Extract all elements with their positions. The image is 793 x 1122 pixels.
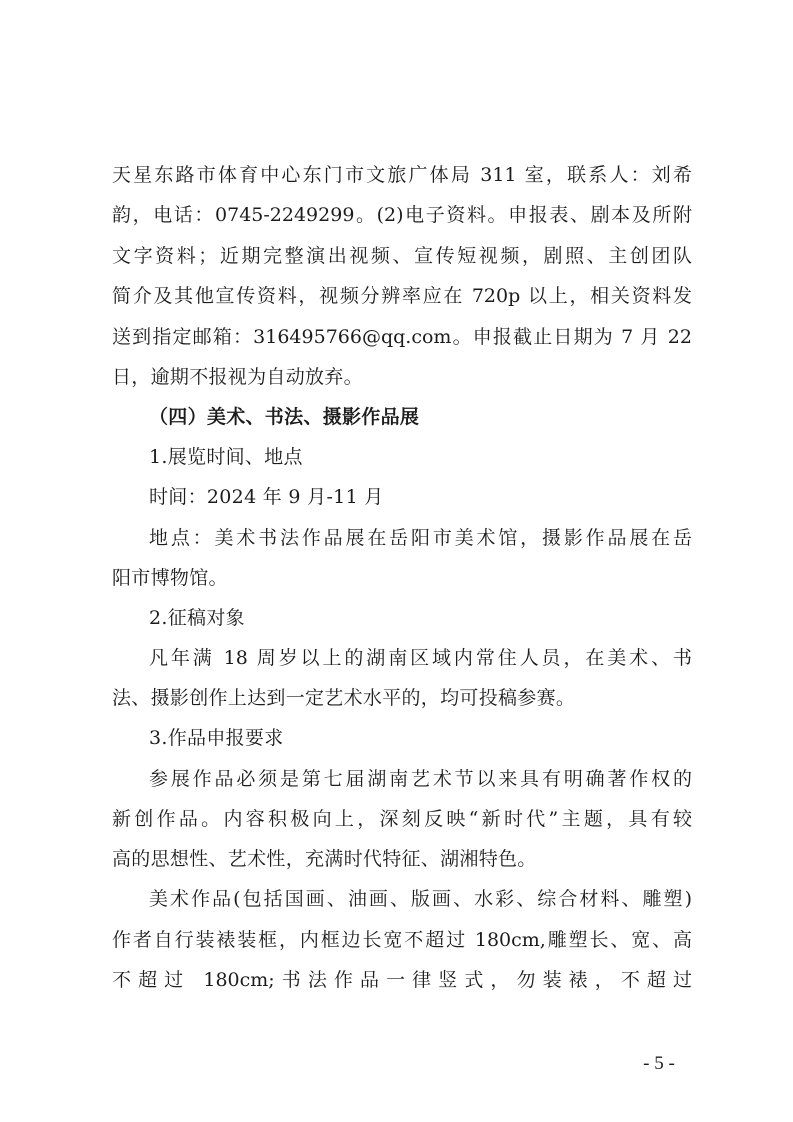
page-number: - 5 -	[643, 1053, 675, 1074]
body-text-line: 不超过 180cm;书法作品一律竖式，勿装裱，不超过	[112, 969, 692, 991]
body-text-line: 地点：美术书法作品展在岳阳市美术馆，摄影作品展在岳	[149, 527, 692, 549]
body-text-line: 凡年满 18 周岁以上的湖南区域内常住人员，在美术、书	[149, 647, 692, 669]
body-text-line: 韵，电话：0745-2249299。(2)电子资料。申报表、剧本及所附	[112, 204, 692, 226]
body-text-line: 阳市博物馆。	[112, 567, 228, 589]
body-text-line: 时间：2024 年 9 月-11 月	[149, 486, 384, 508]
body-text-line: 法、摄影创作上达到一定艺术水平的，均可投稿参赛。	[112, 687, 576, 709]
body-text-line: 日，逾期不报视为自动放弃。	[112, 366, 363, 388]
subsection-heading: 3.作品申报要求	[149, 727, 284, 749]
body-text-line: 文字资料；近期完整演出视频、宣传短视频，剧照、主创团队	[112, 245, 692, 267]
body-text-line: 参展作品必须是第七届湖南艺术节以来具有明确著作权的	[149, 768, 692, 790]
subsection-heading: 2.征稿对象	[149, 607, 245, 629]
body-text-line: 简介及其他宣传资料，视频分辨率应在 720p 以上，相关资料发	[112, 285, 692, 307]
section-heading: （四）美术、书法、摄影作品展	[149, 406, 420, 428]
body-text-line: 送到指定邮箱：316495766@qq.com。申报截止日期为 7 月 22	[112, 326, 692, 348]
subsection-heading: 1.展览时间、地点	[149, 446, 303, 468]
body-text-line: 天星东路市体育中心东门市文旅广体局 311 室，联系人：刘希	[112, 164, 692, 186]
body-text-line: 高的思想性、艺术性，充满时代特征、湖湘特色。	[112, 848, 537, 870]
body-text-line: 新创作品。内容积极向上，深刻反映“新时代”主题，具有较	[112, 808, 692, 830]
body-text-line: 美术作品(包括国画、油画、版画、水彩、综合材料、雕塑)	[149, 888, 692, 910]
body-text-line: 作者自行装裱装框，内框边长宽不超过 180cm,雕塑长、宽、高	[112, 929, 692, 951]
